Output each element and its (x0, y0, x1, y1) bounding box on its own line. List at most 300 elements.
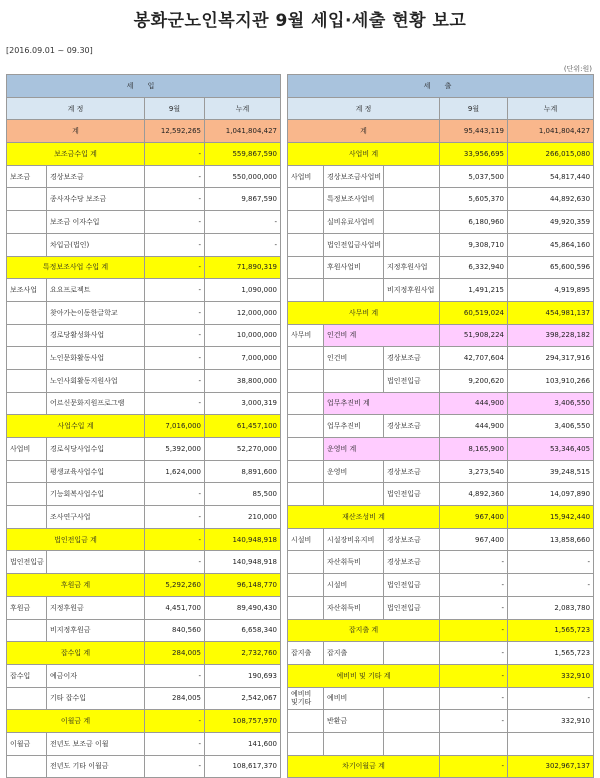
group-label: 예비비 및기타 (288, 687, 324, 710)
month-value (440, 732, 508, 755)
table-row (288, 732, 594, 755)
table-row (288, 438, 594, 461)
item-label: 법인전입금사업비 (324, 233, 384, 256)
column-header (7, 97, 281, 120)
cumulative-value: 1,565,723 (508, 619, 594, 642)
item-label: 종사자수당 보조금 (47, 188, 145, 211)
subtotal-label: 잡지출 계 (288, 619, 440, 642)
group-label (288, 710, 324, 733)
col-cumulative: 누계 (508, 97, 594, 120)
month-value: - (145, 188, 205, 211)
item-label: 비지정후원금 (47, 619, 145, 642)
month-value: - (440, 664, 508, 687)
item-label: 조사연구사업 (47, 506, 145, 529)
group-label (288, 188, 324, 211)
table-row (7, 438, 281, 461)
item-label: 경상보조금사업비 (324, 165, 384, 188)
subtotal-row (288, 664, 594, 687)
group-label (7, 301, 47, 324)
group-label (7, 369, 47, 392)
item-label: 차입금(법인) (47, 233, 145, 256)
month-value: - (145, 256, 205, 279)
total-label: 계 (7, 120, 145, 143)
cumulative-value: 38,800,000 (205, 369, 281, 392)
cumulative-value: 3,406,550 (508, 415, 594, 438)
group-label (288, 574, 324, 597)
subtotal-label: 사업비 계 (288, 143, 440, 166)
source-label (384, 188, 440, 211)
cumulative-value: 13,858,660 (508, 528, 594, 551)
month-value: 444,900 (440, 392, 508, 415)
source-label (384, 165, 440, 188)
expense-section-title: 세 출 (288, 75, 594, 98)
table-row (7, 619, 281, 642)
cumulative-value: 2,542,067 (205, 687, 281, 710)
cumulative-value: 7,000,000 (205, 347, 281, 370)
month-value: 42,707,604 (440, 347, 508, 370)
source-label (384, 642, 440, 665)
cumulative-value: 141,600 (205, 732, 281, 755)
source-label (384, 732, 440, 755)
subtotal-label: 보조금수입 계 (7, 143, 145, 166)
cumulative-value: 294,317,916 (508, 347, 594, 370)
column-header (288, 97, 594, 120)
month-value: 4,892,360 (440, 483, 508, 506)
table-row (288, 483, 594, 506)
item-label: 시설비 (324, 574, 384, 597)
item-label: 후원사업비 (324, 256, 384, 279)
subtotal-row (288, 755, 594, 778)
subtotal-label: 사업수입 계 (7, 415, 145, 438)
source-label: 법인전입금 (384, 596, 440, 619)
subtotal-label: 법인전입금 계 (7, 528, 145, 551)
total-cumulative: 1,041,804,427 (508, 120, 594, 143)
item-label: 보조금 이자수입 (47, 211, 145, 234)
group-label: 이월금 (7, 732, 47, 755)
group-label (7, 392, 47, 415)
cumulative-value: 3,000,319 (205, 392, 281, 415)
cumulative-value: 266,015,080 (508, 143, 594, 166)
month-value: 9,200,620 (440, 369, 508, 392)
item-label: 평생교육사업수입 (47, 460, 145, 483)
subtotal-row (7, 642, 281, 665)
item-label: 자산취득비 (324, 596, 384, 619)
group-label (7, 755, 47, 778)
month-value: - (145, 347, 205, 370)
item-label: 시설장비유지비 (324, 528, 384, 551)
table-row (7, 551, 281, 574)
group-label: 사업비 (7, 438, 47, 461)
table-row (288, 687, 594, 710)
month-value: - (145, 551, 205, 574)
page-title: 봉화군노인복지관 9월 세입·세출 현황 보고 (133, 11, 467, 31)
month-value: 284,005 (145, 687, 205, 710)
month-value: 967,400 (440, 528, 508, 551)
item-label (324, 369, 384, 392)
table-row (7, 506, 281, 529)
table-row (7, 233, 281, 256)
cumulative-value: 6,658,340 (205, 619, 281, 642)
table-row (288, 211, 594, 234)
month-value: - (145, 369, 205, 392)
source-label: 법인전입금 (384, 369, 440, 392)
table-row (7, 687, 281, 710)
table-row (7, 165, 281, 188)
group-label (288, 596, 324, 619)
unit-label: (단위:원) (563, 65, 592, 73)
month-value: - (145, 301, 205, 324)
source-label: 경상보조금 (384, 551, 440, 574)
source-label (384, 233, 440, 256)
cumulative-value: - (508, 551, 594, 574)
month-value: 1,624,000 (145, 460, 205, 483)
month-value: 5,605,370 (440, 188, 508, 211)
table-row (288, 460, 594, 483)
total-row (288, 120, 594, 143)
month-value: 5,392,000 (145, 438, 205, 461)
cumulative-value: 65,600,596 (508, 256, 594, 279)
item-label: 노인문화활동사업 (47, 347, 145, 370)
subtotal-label: 재산조성비 계 (288, 506, 440, 529)
cumulative-value: 108,757,970 (205, 710, 281, 733)
subtotal-row (7, 415, 281, 438)
month-value: 1,491,215 (440, 279, 508, 302)
source-label: 경상보조금 (384, 415, 440, 438)
cumulative-value: 12,000,000 (205, 301, 281, 324)
table-row (288, 279, 594, 302)
table-row (288, 642, 594, 665)
month-value: 967,400 (440, 506, 508, 529)
cumulative-value: 302,967,137 (508, 755, 594, 778)
table-row (288, 415, 594, 438)
source-label: 법인전입금 (384, 483, 440, 506)
month-value: 9,308,710 (440, 233, 508, 256)
month-value: 60,519,024 (440, 301, 508, 324)
group-label (288, 211, 324, 234)
group-label: 법인전입금 (7, 551, 47, 574)
table-row (7, 279, 281, 302)
cumulative-value: 398,228,182 (508, 324, 594, 347)
table-row (288, 574, 594, 597)
table-row (7, 188, 281, 211)
cumulative-value: 54,817,440 (508, 165, 594, 188)
cumulative-value: 15,942,440 (508, 506, 594, 529)
subtotal-row (7, 143, 281, 166)
source-label: 지정후원사업 (384, 256, 440, 279)
month-value: - (440, 551, 508, 574)
month-value: - (145, 143, 205, 166)
group-label (7, 687, 47, 710)
month-value: 6,180,960 (440, 211, 508, 234)
table-row (7, 755, 281, 778)
month-value: - (440, 619, 508, 642)
item-label: 노인사회활동지원사업 (47, 369, 145, 392)
col-account: 계 정 (288, 97, 440, 120)
month-value: - (440, 755, 508, 778)
subtotal-label: 사무비 계 (288, 301, 440, 324)
cumulative-value: 190,693 (205, 664, 281, 687)
source-label: 경상보조금 (384, 528, 440, 551)
item-label: 자산취득비 (324, 551, 384, 574)
group-label (7, 619, 47, 642)
table-row (7, 732, 281, 755)
cumulative-value: 454,981,137 (508, 301, 594, 324)
month-value: 6,332,940 (440, 256, 508, 279)
cumulative-value: 9,867,590 (205, 188, 281, 211)
cumulative-value: 49,920,359 (508, 211, 594, 234)
cumulative-value: 8,891,600 (205, 460, 281, 483)
month-value: - (145, 279, 205, 302)
table-row (7, 596, 281, 619)
month-value: - (440, 596, 508, 619)
month-value: - (440, 710, 508, 733)
total-month: 95,443,119 (440, 120, 508, 143)
cumulative-value: 332,910 (508, 664, 594, 687)
section-header (288, 75, 594, 98)
month-value: - (145, 506, 205, 529)
group-label (7, 324, 47, 347)
month-value: - (145, 483, 205, 506)
col-month: 9월 (145, 97, 205, 120)
item-label: 찾아가는이동한글학교 (47, 301, 145, 324)
subcategory-total-label: 인건비 계 (324, 324, 440, 347)
group-label: 잡수입 (7, 664, 47, 687)
total-label: 계 (288, 120, 440, 143)
month-value: - (145, 324, 205, 347)
item-label (324, 483, 384, 506)
cumulative-value: 550,000,000 (205, 165, 281, 188)
item-label: 기타 잡수입 (47, 687, 145, 710)
group-label (7, 188, 47, 211)
subtotal-label: 차기이월금 계 (288, 755, 440, 778)
subtotal-label: 잡수입 계 (7, 642, 145, 665)
subtotal-label: 이월금 계 (7, 710, 145, 733)
month-value: - (145, 528, 205, 551)
month-value: - (145, 710, 205, 733)
income-table (6, 74, 281, 778)
month-value: 444,900 (440, 415, 508, 438)
group-label: 보조금 (7, 165, 47, 188)
total-row (7, 120, 281, 143)
cumulative-value: 45,864,160 (508, 233, 594, 256)
table-row (288, 710, 594, 733)
source-label: 경상보조금 (384, 347, 440, 370)
cumulative-value: 39,248,515 (508, 460, 594, 483)
item-label: 지정후원금 (47, 596, 145, 619)
item-label (324, 279, 384, 302)
subtotal-row (288, 301, 594, 324)
item-label: 경로식당사업수입 (47, 438, 145, 461)
item-label: 운영비 (324, 460, 384, 483)
cumulative-value: 108,617,370 (205, 755, 281, 778)
item-label: 업무추진비 (324, 415, 384, 438)
cumulative-value: 53,346,405 (508, 438, 594, 461)
table-row (7, 211, 281, 234)
cumulative-value: 1,090,000 (205, 279, 281, 302)
group-label (288, 279, 324, 302)
item-label: 기능회복사업수입 (47, 483, 145, 506)
group-label (288, 483, 324, 506)
cumulative-value: 71,890,319 (205, 256, 281, 279)
cumulative-value (508, 732, 594, 755)
table-row (288, 256, 594, 279)
item-label: 반환금 (324, 710, 384, 733)
month-value: - (145, 392, 205, 415)
cumulative-value: - (205, 233, 281, 256)
month-value: 7,016,000 (145, 415, 205, 438)
month-value: 840,560 (145, 619, 205, 642)
table-row (7, 392, 281, 415)
item-label: 전년도 기타 이월금 (47, 755, 145, 778)
month-value: - (145, 211, 205, 234)
table-row (288, 392, 594, 415)
source-label: 경상보조금 (384, 460, 440, 483)
table-row (288, 233, 594, 256)
source-label (384, 710, 440, 733)
item-label: 요요프로젝트 (47, 279, 145, 302)
expense-table (287, 74, 594, 778)
item-label (324, 732, 384, 755)
cumulative-value: 52,270,000 (205, 438, 281, 461)
group-label (288, 256, 324, 279)
table-row (7, 369, 281, 392)
item-label: 실비유료사업비 (324, 211, 384, 234)
cumulative-value: 4,919,895 (508, 279, 594, 302)
month-value: 4,451,700 (145, 596, 205, 619)
month-value: 33,956,695 (440, 143, 508, 166)
table-row (7, 301, 281, 324)
section-header (7, 75, 281, 98)
table-row (7, 460, 281, 483)
source-label (384, 687, 440, 710)
cumulative-value: 44,892,630 (508, 188, 594, 211)
cumulative-value: - (508, 574, 594, 597)
month-value: - (145, 165, 205, 188)
group-label (7, 233, 47, 256)
table-row (288, 188, 594, 211)
subtotal-row (288, 143, 594, 166)
cumulative-value: 89,490,430 (205, 596, 281, 619)
group-label (288, 233, 324, 256)
month-value: 51,908,224 (440, 324, 508, 347)
month-value: 284,005 (145, 642, 205, 665)
cumulative-value: 14,097,890 (508, 483, 594, 506)
month-value: 3,273,540 (440, 460, 508, 483)
cumulative-value: 2,083,780 (508, 596, 594, 619)
item-label: 잡지출 (324, 642, 384, 665)
table-row (7, 347, 281, 370)
group-label (288, 551, 324, 574)
group-label (288, 369, 324, 392)
group-label (7, 347, 47, 370)
col-cumulative: 누계 (205, 97, 281, 120)
item-label: 경상보조금 (47, 165, 145, 188)
subtotal-row (7, 710, 281, 733)
month-value: - (440, 642, 508, 665)
group-label (288, 732, 324, 755)
table-row (288, 347, 594, 370)
month-value: - (145, 755, 205, 778)
group-label (7, 211, 47, 234)
cumulative-value: 85,500 (205, 483, 281, 506)
table-row (288, 528, 594, 551)
item-label: 예금이자 (47, 664, 145, 687)
item-label: 전년도 보조금 이월 (47, 732, 145, 755)
table-row (7, 664, 281, 687)
col-account: 계 정 (7, 97, 145, 120)
month-value: - (440, 574, 508, 597)
group-label: 보조사업 (7, 279, 47, 302)
subtotal-row (7, 528, 281, 551)
cumulative-value: 2,732,760 (205, 642, 281, 665)
item-label: 특정보조사업비 (324, 188, 384, 211)
subcategory-total-label: 업무추진비 계 (324, 392, 440, 415)
source-label: 비지정후원사업 (384, 279, 440, 302)
group-label: 시설비 (288, 528, 324, 551)
item-label: 어르신문화지원프로그램 (47, 392, 145, 415)
month-value: 8,165,900 (440, 438, 508, 461)
group-label (7, 506, 47, 529)
table-row (288, 324, 594, 347)
subtotal-row (7, 574, 281, 597)
table-row (288, 165, 594, 188)
table-row (7, 483, 281, 506)
month-value: - (145, 732, 205, 755)
group-label (288, 460, 324, 483)
group-label (7, 483, 47, 506)
table-row (288, 551, 594, 574)
subtotal-label: 특정보조사업 수입 계 (7, 256, 145, 279)
month-value: - (145, 233, 205, 256)
source-label (384, 211, 440, 234)
group-label (7, 460, 47, 483)
table-row (288, 596, 594, 619)
group-label (288, 415, 324, 438)
source-label: 법인전입금 (384, 574, 440, 597)
cumulative-value: 10,000,000 (205, 324, 281, 347)
group-label (288, 347, 324, 370)
cumulative-value: 140,948,918 (205, 528, 281, 551)
month-value: - (145, 664, 205, 687)
subtotal-row (288, 506, 594, 529)
subtotal-row (7, 256, 281, 279)
group-label: 사무비 (288, 324, 324, 347)
group-label: 잡지출 (288, 642, 324, 665)
group-label (288, 438, 324, 461)
cumulative-value: 210,000 (205, 506, 281, 529)
cumulative-value: 61,457,100 (205, 415, 281, 438)
month-value: 5,292,260 (145, 574, 205, 597)
item-label: 경로당활성화사업 (47, 324, 145, 347)
subcategory-total-label: 운영비 계 (324, 438, 440, 461)
subtotal-label: 후원금 계 (7, 574, 145, 597)
cumulative-value: 96,148,770 (205, 574, 281, 597)
income-section-title: 세 입 (7, 75, 281, 98)
month-value: 5,037,500 (440, 165, 508, 188)
cumulative-value: 1,565,723 (508, 642, 594, 665)
table-row (288, 369, 594, 392)
cumulative-value: 103,910,266 (508, 369, 594, 392)
table-row (7, 324, 281, 347)
group-label: 사업비 (288, 165, 324, 188)
item-label: 인건비 (324, 347, 384, 370)
total-month: 12,592,265 (145, 120, 205, 143)
group-label: 후원금 (7, 596, 47, 619)
cumulative-value: 559,867,590 (205, 143, 281, 166)
item-label: 예비비 (324, 687, 384, 710)
group-label (288, 392, 324, 415)
month-value: - (440, 687, 508, 710)
